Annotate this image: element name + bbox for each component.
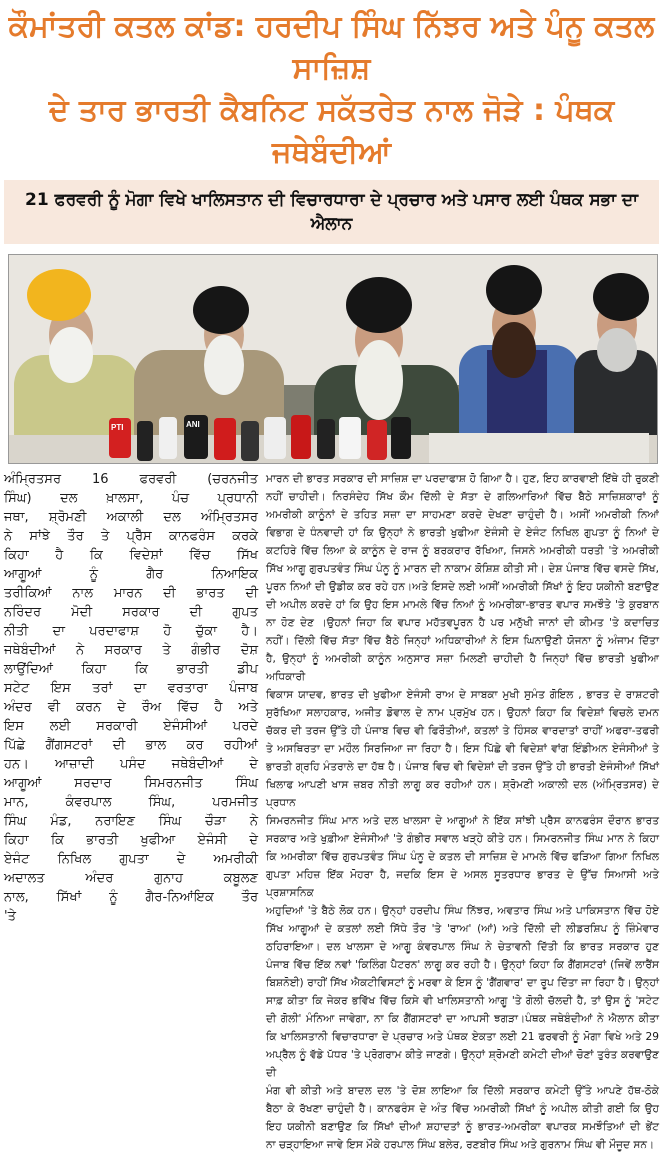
article-line: ਏਜੰਟ ਨਿਖਿਲ ਗੁਪਤਾ ਦੇ ਅਮਰੀਕੀ: [4, 852, 258, 867]
article-line: ਠਹਿਰਾਇਆ। ਦਲ ਖਾਲਸਾ ਦੇ ਆਗੂ ਕੰਵਰਪਾਲ ਸਿੰਘ ਨੇ ਚੇਤਾਵਨੀ ਦਿੱਤੀ ਕਿ ਭਾਰਤ ਸਰਕਾਰ ਹੁਣ: [266, 941, 659, 953]
article-line: ਕਿ ਖਾਲਿਸਤਾਨੀ ਵਿਚਾਰਧਾਰਾ ਦੇ ਪ੍ਰਚਾਰ ਅਤੇ ਪੰਥਕ ਏਕਤਾ ਲਈ 21 ਫਰਵਰੀ ਨੂੰ ਮੋਗਾ ਵਿਖੇ ਅਤੇ 29: [266, 1031, 659, 1043]
article-line: ਭਾਰਤੀ ਗ੍ਰਹਿ ਮੰਤਰਾਲੇ ਦਾ ਹੱਥ ਹੈ। ਪੰਜਾਬ ਵਿਚ ਵੀ ਵਿਦੇਸ਼ਾਂ ਦੀ ਤਰਜ ਉੱਤੇ ਹੀ ਭਾਰਤੀ ਏਜੰਸੀਆਂ ਸਿੱਖਾਂ: [266, 761, 659, 773]
article-line: ਦੀ ਅਪੀਲ ਕਰਦੇ ਹਾਂ ਕਿ ਉਹ ਇਸ ਮਾਮਲੇ ਵਿੱਚ ਨਿਆਂ ਨੂੰ ਅਮਰੀਕਾ-ਭਾਰਤ ਵਪਾਰ ਸਮਝੌਤੇ 'ਤੇ ਕੁਰਬਾਨ: [266, 599, 659, 611]
article-line: ਬਿਸ਼ਨੋਈ) ਰਾਹੀਂ ਸਿੱਖ ਐਕਟੀਵਿਸਟਾਂ ਨੂੰ ਮਰਵਾ ਕੇ ਇਸ ਨੂੰ 'ਗੈਂਗਵਾਰ' ਦਾ ਰੂਪ ਦਿੱਤਾ ਜਾ ਰਿਹਾ ਹੈ। ਉਨ੍ਹਾਂ: [266, 977, 659, 989]
article-line: ਮੰਗ ਵੀ ਕੀਤੀ ਅਤੇ ਬਾਦਲ ਦਲ 'ਤੇ ਦੋਸ਼ ਲਾਇਆ ਕਿ ਦਿੱਲੀ ਸਰਕਾਰ ਕਮੇਟੀ ਉੱਤੇ ਆਪਣੇ ਹੱਥ-ਠੋਕੇ: [266, 1085, 659, 1097]
article-line: ਮਾਰਨ ਦੀ ਭਾਰਤ ਸਰਕਾਰ ਦੀ ਸਾਜ਼ਿਸ਼ ਦਾ ਪਰਦਾਫਾਸ਼ ਹੋ ਗਿਆ ਹੈ। ਹੁਣ, ਇਹ ਕਾਰਵਾਈ ਇੱਥੇ ਹੀ ਰੁਕਣੀ: [266, 473, 659, 485]
article-line: ਸਾਫ਼ ਕੀਤਾ ਕਿ ਜੇਕਰ ਭਵਿੱਖ ਵਿੱਚ ਕਿਸੇ ਵੀ ਖਾਲਿਸਤਾਨੀ ਆਗੂ 'ਤੇ ਗੋਲੀ ਚੱਲਦੀ ਹੈ, ਤਾਂ ਉਸ ਨੂੰ 'ਸਟੇਟ: [266, 995, 659, 1007]
article-line: ਸਿੰਘ) ਦਲ ਖ਼ਾਲਸਾ, ਪੰਚ ਪ੍ਰਧਾਨੀ: [4, 491, 258, 506]
article-line: ਹਨ। ਆਜ਼ਾਦੀ ਪਸੰਦ ਜਥੇਬੰਦੀਆਂ ਦੇ: [4, 757, 258, 772]
article-line: ਪਿੱਛੇ ਗੈਂਗਸਟਰਾਂ ਦੀ ਭਾਲ ਕਰ ਰਹੀਆਂ: [4, 738, 258, 753]
article-line: ਅੰਦਰ ਵੀ ਕਰਨ ਦੇ ਰੌਅ ਵਿੱਚ ਹੈ ਅਤੇ: [4, 700, 258, 715]
headline-line-2: ਦੇ ਤਾਰ ਭਾਰਤੀ ਕੈਬਨਿਟ ਸਕੱਤਰੇਤ ਨਾਲ ਜੋੜੇ : ਪੰਥਕ ਜਥੇਬੰਦੀਆਂ: [48, 93, 615, 170]
article-line: ਗੁਪਤਾ ਮਹਿਜ਼ ਇੱਕ ਮੋਹਰਾ ਹੈ, ਜਦਕਿ ਇਸ ਦੇ ਅਸਲ ਸੂਤਰਧਾਰ ਭਾਰਤ ਦੇ ਉੱਚ ਸਿਆਸੀ ਅਤੇ ਪ੍ਰਸ਼ਾਸਨਿਕ: [266, 869, 659, 899]
article-line: ਅਮਰੀਕੀ ਕਾਨੂੰਨਾਂ ਦੇ ਤਹਿਤ ਸਜ਼ਾ ਦਾ ਸਾਹਮਣਾ ਕਰਦੇ ਦੇਖਣਾ ਚਾਹੁੰਦੀ ਹੈ। ਅਸੀਂ ਅਮਰੀਕੀ ਨਿਆਂ: [266, 509, 659, 521]
article-line: ਮਾਨ, ਕੰਵਰਪਾਲ ਸਿੰਘ, ਪਰਮਜੀਤ: [4, 795, 258, 810]
article-line: ਨਾ ਹੋਣ ਦੇਣ ।ਉਹਨਾਂ ਜਿਹਾ ਕਿ ਵਪਾਰ ਮਹੱਤਵਪੂਰਨ ਹੈ ਪਰ ਮਨੁੱਖੀ ਜਾਨਾਂ ਦੀ ਕੀਮਤ 'ਤੇ ਕਦਾਚਿਤ: [266, 617, 659, 629]
article-line: ਅੰਮ੍ਰਿਤਸਰ 16 ਫਰਵਰੀ (ਚਰਨਜੀਤ: [4, 472, 258, 487]
article-line: ਤਰੀਕਿਆਂ ਨਾਲ ਮਾਰਨ ਦੀ ਭਾਰਤ ਦੀ: [4, 586, 258, 601]
article-line: ਸਟੇਟ ਇਸ ਤਰਾਂ ਦਾ ਵਰਤਾਰਾ ਪੰਜਾਬ: [4, 681, 258, 696]
article-line: ਲਾਉਂਦਿਆਂ ਕਿਹਾ ਕਿ ਭਾਰਤੀ ਡੀਪ: [4, 662, 258, 677]
article-line: ਕਿਹਾ ਹੈ ਕਿ ਵਿਦੇਸ਼ਾਂ ਵਿੱਚ ਸਿੱਖ: [4, 548, 258, 563]
article-line: 'ਤੇ: [4, 909, 16, 924]
article-line: ਜਥਾ, ਸ਼੍ਰੋਮਣੀ ਅਕਾਲੀ ਦਲ ਅੰਮ੍ਰਿਤਸਰ: [4, 510, 258, 525]
article-line: ਨੀਤੀ ਦਾ ਪਰਦਾਫਾਸ਼ ਹੋ ਚੁੱਕਾ ਹੈ।: [4, 624, 258, 639]
article-line: ਆਗੂਆਂ ਸਰਦਾਰ ਸਿਮਰਨਜੀਤ ਸਿੰਘ: [4, 776, 258, 791]
article-line: ਖਿਲਾਫ ਆਪਣੀ ਖਾਸ ਜ਼ਬਰ ਨੀਤੀ ਲਾਗੂ ਕਰ ਰਹੀਆਂ ਹਨ। ਸ਼੍ਰੋਮਣੀ ਅਕਾਲੀ ਦਲ (ਅੰਮ੍ਰਿਤਸਰ) ਦੇ ਪ੍ਰਧਾਨ: [266, 779, 659, 809]
article-line: ਅਪ੍ਰੈਲ ਨੂੰ ਵੱਡੇ ਪੱਧਰ 'ਤੇ ਪ੍ਰੋਗਰਾਮ ਕੀਤੇ ਜਾਣਗੇ। ਉਨ੍ਹਾਂ ਸ਼੍ਰੋਮਣੀ ਕਮੇਟੀ ਦੀਆਂ ਚੋਣਾਂ ਤੁਰੰਤ ਕਰਵਾਉਣ ਦੀ: [266, 1049, 659, 1079]
article-line: ਹੈ, ਉਨ੍ਹਾਂ ਨੂੰ ਅਮਰੀਕੀ ਕਾਨੂੰਨ ਅਨੁਸਾਰ ਸਜ਼ਾ ਮਿਲਣੀ ਚਾਹੀਦੀ ਹੈ ਜਿਨ੍ਹਾਂ ਵਿੱਚ ਭਾਰਤੀ ਖੁਫੀਆ ਅਧਿਕਾਰੀ: [266, 653, 659, 683]
article-line: ਅਹੁਦਿਆਂ 'ਤੇ ਬੈਠੇ ਲੋਕ ਹਨ। ਉਨ੍ਹਾਂ ਹਰਦੀਪ ਸਿੰਘ ਨਿੱਝਰ, ਅਵਤਾਰ ਸਿੰਘ ਅਤੇ ਪਾਕਿਸਤਾਨ ਵਿੱਚ ਹੋਏ: [266, 905, 659, 917]
article-line: ਵਿਕਾਸ ਯਾਦਵ, ਭਾਰਤ ਦੀ ਖੁਫੀਆ ਏਜੰਸੀ ਰਾਅ ਦੇ ਸਾਬਕਾ ਮੁਖੀ ਸੁਮੰਤ ਗੋਇਲ , ਭਾਰਤ ਦੇ ਰਾਸ਼ਟਰੀ: [266, 689, 659, 701]
article-line: ਆਗੂਆਂ ਨੂੰ ਗੈਰ ਨਿਆਇਕ: [4, 567, 258, 582]
article-line: ਸਿੱਖ ਆਗੂਆਂ ਦੇ ਕਤਲਾਂ ਲਈ ਸਿੱਧੇ ਤੌਰ 'ਤੇ 'ਰਾਅ' (ਆਂ) ਅਤੇ ਦਿੱਲੀ ਦੀ ਲੀਡਰਸ਼ਿਪ ਨੂੰ ਜ਼ਿੰਮੇਵਾਰ: [266, 923, 659, 935]
article-line: ਕਟਹਿਰੇ ਵਿੱਚ ਲਿਆ ਕੇ ਕਾਨੂੰਨ ਦੇ ਰਾਜ ਨੂੰ ਬਰਕਰਾਰ ਰੱਖਿਆ, ਜਿਸਨੇ ਅਮਰੀਕੀ ਧਰਤੀ 'ਤੇ ਅਮਰੀਕੀ: [266, 545, 659, 557]
article-line: ਦੀ ਗੋਲੀ' ਮੰਨਿਆ ਜਾਵੇਗਾ, ਨਾ ਕਿ ਗੈਂਗਸਟਰਾਂ ਦਾ ਆਪਸੀ ਝਗੜਾ।ਪੰਥਕ ਜਥੇਬੰਦੀਆਂ ਨੇ ਐਲਾਨ ਕੀਤਾ: [266, 1013, 659, 1025]
article-column-right: [266, 470, 659, 1154]
mic-logo-ani: ANI: [186, 420, 200, 429]
article-line: ਇਹ ਯਕੀਨੀ ਬਣਾਉਣ ਕਿ ਸਿੱਖਾਂ ਦੀਆਂ ਸ਼ਹਾਦਤਾਂ ਨੂੰ ਭਾਰਤ-ਅਮਰੀਕਾ ਵਪਾਰਕ ਸਮਝੌਤਿਆਂ ਦੀ ਭੇਂਟ: [266, 1121, 659, 1133]
article-line: ਬੈਠਾ ਕੇ ਰੱਖਣਾ ਚਾਹੁੰਦੀ ਹੈ। ਕਾਨਫਰੰਸ ਦੇ ਅੰਤ ਵਿੱਚ ਅਮਰੀਕੀ ਸਿੱਖਾਂ ਨੂੰ ਅਪੀਲ ਕੀਤੀ ਗਈ ਕਿ ਉਹ: [266, 1103, 659, 1115]
article-line: ਤੇ ਅਸਥਿਰਤਾ ਦਾ ਮਹੌਲ ਸਿਰਜਿਆ ਜਾ ਰਿਹਾ ਹੈ। ਇਸ ਪਿੱਛੇ ਵੀ ਵਿਦੇਸ਼ਾਂ ਵਾਂਗ ਇੰਡੀਅਨ ਏਜੰਸੀਆਂ ਤੇ: [266, 743, 659, 755]
subheadline: 21 ਫਰਵਰੀ ਨੂੰ ਮੋਗਾ ਵਿਖੇ ਖਾਲਿਸਤਾਨ ਦੀ ਵਿਚਾਰਧਾਰਾ ਦੇ ਪ੍ਰਚਾਰ ਅਤੇ ਪਸਾਰ ਲਈ ਪੰਥਕ ਸਭਾ ਦਾ ਐਲਾਨ: [4, 180, 659, 244]
article-line: ਚੱਕਰ ਦੀ ਤਰਜ ਉੱਤੇ ਹੀ ਪੰਜਾਬ ਵਿਚ ਵੀ ਫਿਰੌਤੀਆਂ, ਕਤਲਾਂ ਤੇ ਹਿੰਸਕ ਵਾਰਦਾਤਾਂ ਰਾਹੀਂ ਅਫਰਾ-ਤਫਰੀ: [266, 725, 659, 737]
article-line: ਸੁਰੱਖਿਆ ਸਲਾਹਕਾਰ, ਅਜੀਤ ਡੋਵਾਲ ਦੇ ਨਾਮ ਪ੍ਰਮੁੱਖ ਹਨ। ਉਹਨਾਂ ਕਿਹਾ ਕਿ ਵਿਦੇਸ਼ਾਂ ਵਿਚਲੇ ਦਮਨ: [266, 707, 659, 719]
article-line: ਨਹੀਂ। ਦਿੱਲੀ ਵਿੱਚ ਸੱਤਾ ਵਿੱਚ ਬੈਠੇ ਜਿਨ੍ਹਾਂ ਅਧਿਕਾਰੀਆਂ ਨੇ ਇਸ ਘਿਨਾਉਣੀ ਯੋਜਨਾ ਨੂੰ ਅੰਜਾਮ ਦਿੱਤਾ: [266, 635, 659, 647]
headline-line-1: ਕੌਮਾਂਤਰੀ ਕਤਲ ਕਾਂਡ: ਹਰਦੀਪ ਸਿੰਘ ਨਿੱਝਰ ਅਤੇ ਪੰਨੂ ਕਤਲ ਸਾਜ਼ਿਸ਼: [8, 9, 655, 86]
article-line: ਕਿ ਅਮਰੀਕਾ ਵਿੱਚ ਗੁਰਪਤਵੰਤ ਸਿੰਘ ਪੰਨੂ ਦੇ ਕਤਲ ਦੀ ਸਾਜ਼ਿਸ਼ ਦੇ ਮਾਮਲੇ ਵਿੱਚ ਫੜਿਆ ਗਿਆ ਨਿਖਿਲ: [266, 851, 659, 863]
article-line: ਵਿਭਾਗ ਦੇ ਧੰਨਵਾਦੀ ਹਾਂ ਕਿ ਉਨ੍ਹਾਂ ਨੇ ਭਾਰਤੀ ਖੁਫੀਆ ਏਜੰਸੀ ਦੇ ਏਜੰਟ ਨਿਖਿਲ ਗੁਪਤਾ ਨੂੰ ਨਿਆਂ ਦੇ: [266, 527, 659, 539]
article-line: ਸਿਮਰਨਜੀਤ ਸਿੰਘ ਮਾਨ ਅਤੇ ਦਲ ਖਾਲਸਾ ਦੇ ਆਗੂਆਂ ਨੇ ਇੱਕ ਸਾਂਝੀ ਪ੍ਰੈਸ ਕਾਨਫਰੰਸ ਦੌਰਾਨ ਭਾਰਤ: [266, 815, 659, 827]
article-body: [4, 470, 659, 1154]
article-line: ਅਦਾਲਤ ਅੰਦਰ ਗੁਨਾਹ ਕਬੂਲਣ: [4, 871, 258, 886]
article-line: ਨਰਿੰਦਰ ਮੋਦੀ ਸਰਕਾਰ ਦੀ ਗੁਪਤ: [4, 605, 258, 620]
article-line: ਨਾ ਚੜ੍ਹਾਇਆ ਜਾਵੇ ਇਸ ਮੌਕੇ ਹਰਪਾਲ ਸਿੰਘ ਬਲੇਰ, ਰਣਬੀਰ ਸਿੰਘ ਅਤੇ ਗੁਰਨਾਮ ਸਿੰਘ ਵੀ ਮੌਜੂਦ ਸਨ।: [266, 1139, 655, 1151]
article-line: ਇਸ ਲਈ ਸਰਕਾਰੀ ਏਜੰਸੀਆਂ ਪਰਦੇ: [4, 719, 258, 734]
article-line: ਸਰਕਾਰ ਅਤੇ ਖੁਫ਼ੀਆ ਏਜੰਸੀਆਂ 'ਤੇ ਗੰਭੀਰ ਸਵਾਲ ਖੜ੍ਹੇ ਕੀਤੇ ਹਨ। ਸਿਮਰਨਜੀਤ ਸਿੰਘ ਮਾਨ ਨੇ ਕਿਹਾ: [266, 833, 659, 845]
mic-logo-pti: PTI: [111, 423, 124, 432]
article-line: ਸਿੱਖ ਆਗੂ ਗੁਰਪਤਵੰਤ ਸਿੰਘ ਪੰਨੂ ਨੂੰ ਮਾਰਨ ਦੀ ਨਾਕਾਮ ਕੋਸ਼ਿਸ਼ ਕੀਤੀ ਸੀ। ਦੇਸ਼ ਪੰਜਾਬ ਵਿੱਚ ਵਸਦੇ ਸਿੱਖ,: [266, 563, 659, 575]
article-line: ਕਿਹਾ ਕਿ ਭਾਰਤੀ ਖੁਫੀਆ ਏਜੰਸੀ ਦੇ: [4, 833, 258, 848]
article-line: ਨੇ ਸਾਂਝੇ ਤੌਰ ਤੇ ਪ੍ਰੈੱਸ ਕਾਨਫਰੰਸ ਕਰਕੇ: [4, 529, 258, 544]
article-column-left: [4, 470, 258, 1154]
article-line: ਸਿੰਘ ਮੰਡ, ਨਰਾਇਣ ਸਿੰਘ ਚੌੜਾ ਨੇ: [4, 814, 258, 829]
article-line: ਨਾਲ, ਸਿੱਖਾਂ ਨੂੰ ਗੈਰ-ਨਿਆਂਇਕ ਤੌਰ: [4, 890, 258, 905]
article-line: ਪੂਰਨ ਨਿਆਂ ਦੀ ਉਡੀਕ ਕਰ ਰਹੇ ਹਨ।ਅਤੇ ਇਸਦੇ ਲਈ ਅਸੀਂ ਅਮਰੀਕੀ ਸਿੱਖਾਂ ਨੂੰ ਇਹ ਯਕੀਨੀ ਬਣਾਉਣ: [266, 581, 659, 593]
article-line: ਨਹੀਂ ਚਾਹੀਦੀ। ਨਿਰਸੰਦੇਹ ਸਿੱਖ ਕੌਮ ਦਿੱਲੀ ਦੇ ਸੱਤਾ ਦੇ ਗਲਿਆਰਿਆਂ ਵਿੱਚ ਬੈਠੇ ਸਾਜ਼ਿਸ਼ਕਾਰਾਂ ਨੂੰ: [266, 491, 659, 503]
press-conference-photo: [8, 254, 658, 464]
article-line: ਜਥੇਬੰਦੀਆਂ ਨੇ ਸਰਕਾਰ ਤੇ ਗੰਭੀਰ ਦੋਸ਼: [4, 643, 258, 658]
article-line: ਪੰਜਾਬ ਵਿੱਚ ਇੱਕ ਨਵਾਂ 'ਕਿਲਿੰਗ ਪੈਟਰਨ' ਲਾਗੂ ਕਰ ਰਹੀ ਹੈ। ਉਨ੍ਹਾਂ ਕਿਹਾ ਕਿ ਗੈਂਗਸਟਰਾਂ (ਜਿਵੇਂ ਲਾਰੈਂਸ: [266, 959, 659, 971]
